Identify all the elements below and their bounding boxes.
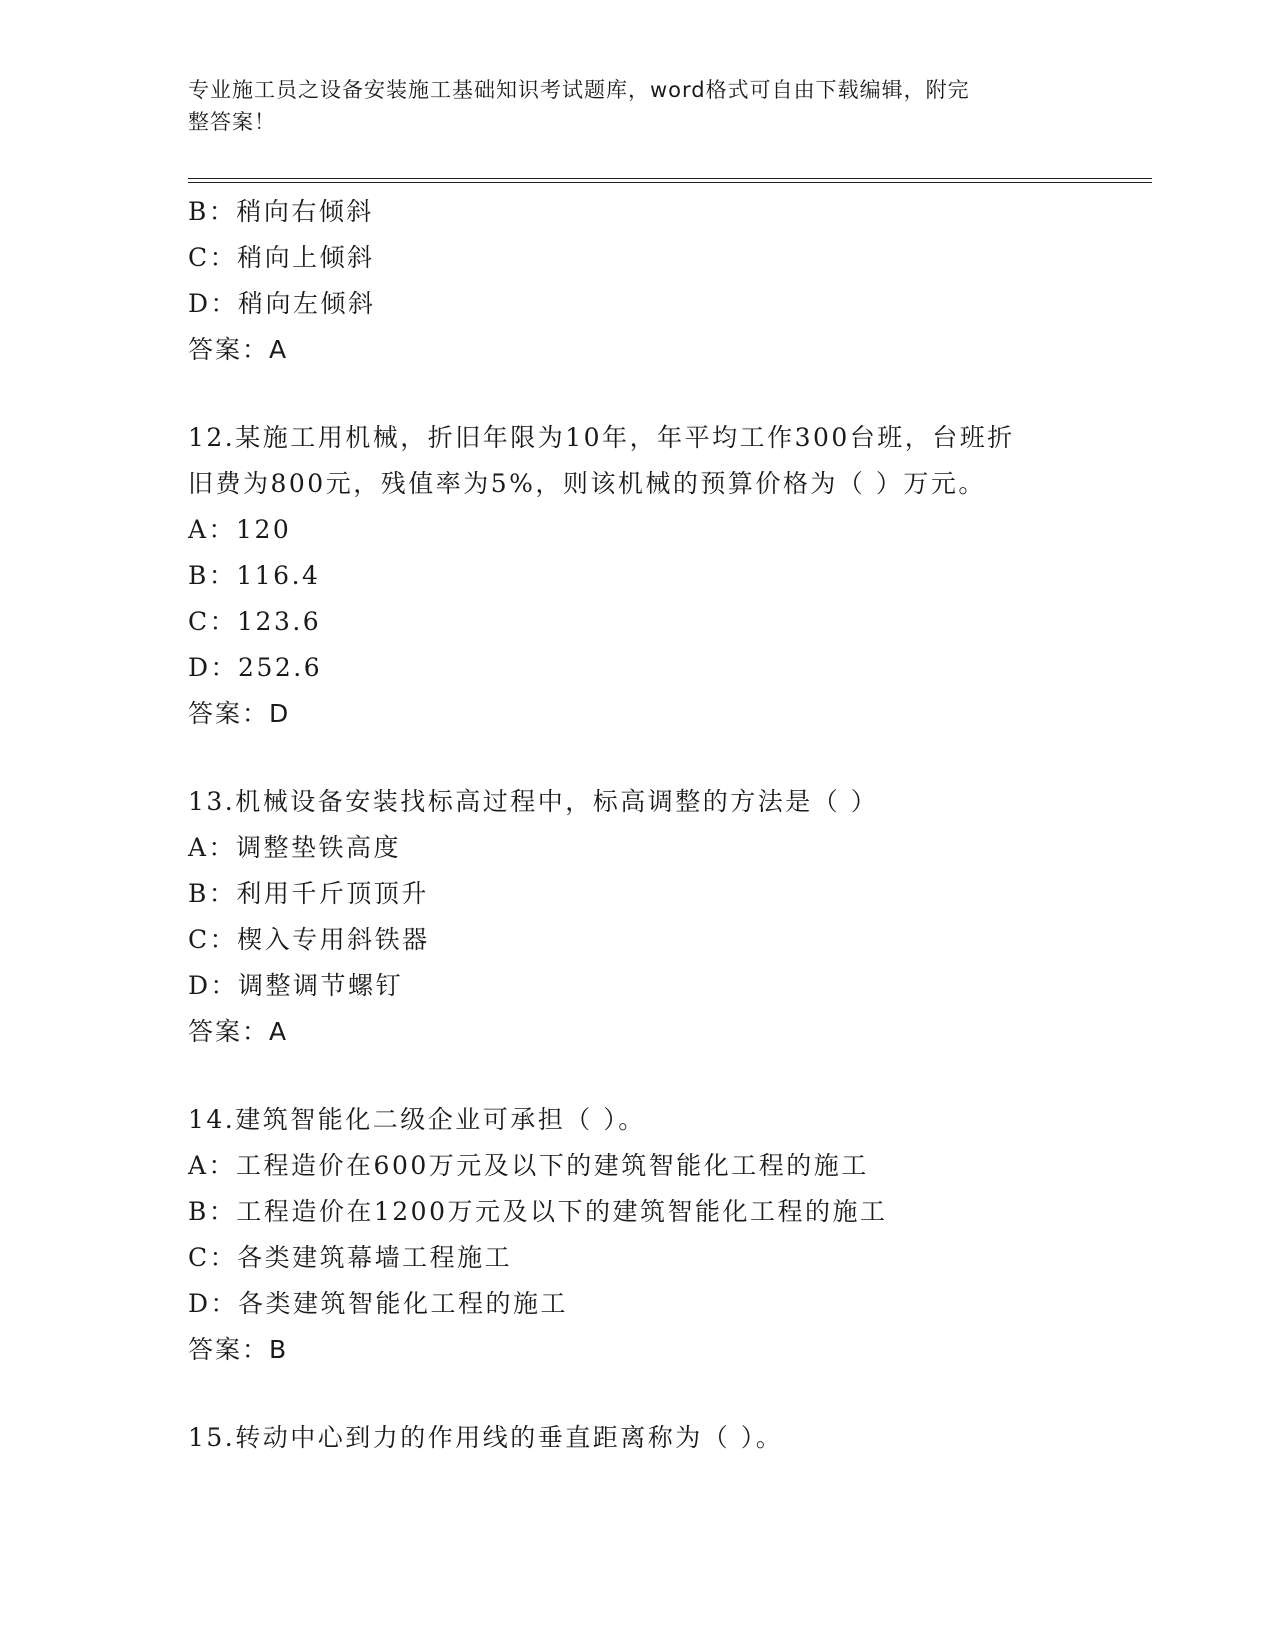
question-stem: 13.机械设备安装找标高过程中，标高调整的方法是（ ）: [188, 787, 879, 816]
option-c: C：各类建筑幕墙工程施工: [188, 1243, 513, 1272]
option-c: C：楔入专用斜铁器: [188, 925, 430, 954]
option-d: D：各类建筑智能化工程的施工: [188, 1289, 569, 1318]
answer-line: 答案：A: [188, 1017, 289, 1046]
question-spacer: [188, 1373, 1088, 1415]
question-11: [188, 189, 1088, 373]
question-13: [188, 779, 1088, 1055]
question-12: [188, 415, 1088, 737]
option-d: D：稍向左倾斜: [188, 289, 376, 318]
header-divider-top: [188, 178, 1152, 179]
answer-line: 答案：D: [188, 699, 291, 728]
option-b: B：116.4: [188, 561, 321, 590]
option-b: B：稍向右倾斜: [188, 197, 374, 226]
option-d: D：调整调节螺钉: [188, 971, 404, 1000]
question-spacer: [188, 373, 1088, 415]
option-c: C：稍向上倾斜: [188, 243, 375, 272]
question-list: [188, 189, 1088, 1461]
document-header: [188, 74, 1068, 138]
question-stem: 12.某施工用机械，折旧年限为10年，年平均工作300台班，台班折: [188, 423, 1015, 452]
answer-line: 答案：A: [188, 335, 289, 364]
question-14: [188, 1097, 1088, 1373]
option-a: A：工程造价在600万元及以下的建筑智能化工程的施工: [188, 1151, 869, 1180]
option-b: B：利用千斤顶顶升: [188, 879, 429, 908]
question-stem: 15.转动中心到力的作用线的垂直距离称为（ ）。: [188, 1423, 784, 1452]
answer-line: 答案：B: [188, 1335, 289, 1364]
question-spacer: [188, 737, 1088, 779]
option-a: A：120: [188, 515, 292, 544]
option-d: D：252.6: [188, 653, 323, 682]
option-c: C：123.6: [188, 607, 322, 636]
question-spacer: [188, 1055, 1088, 1097]
option-a: A：调整垫铁高度: [188, 833, 402, 862]
question-stem-continued: 旧费为800元，残值率为5%，则该机械的预算价格为（ ）万元。: [188, 469, 986, 498]
header-line-1: 专业施工员之设备安装施工基础知识考试题库，word格式可自由下载编辑，附完: [188, 78, 970, 102]
header-divider-bottom: [188, 182, 1152, 183]
header-line-2: 整答案！: [188, 110, 276, 134]
question-stem: 14.建筑智能化二级企业可承担（ ）。: [188, 1105, 646, 1134]
question-15: [188, 1415, 1088, 1461]
option-b: B：工程造价在1200万元及以下的建筑智能化工程的施工: [188, 1197, 888, 1226]
